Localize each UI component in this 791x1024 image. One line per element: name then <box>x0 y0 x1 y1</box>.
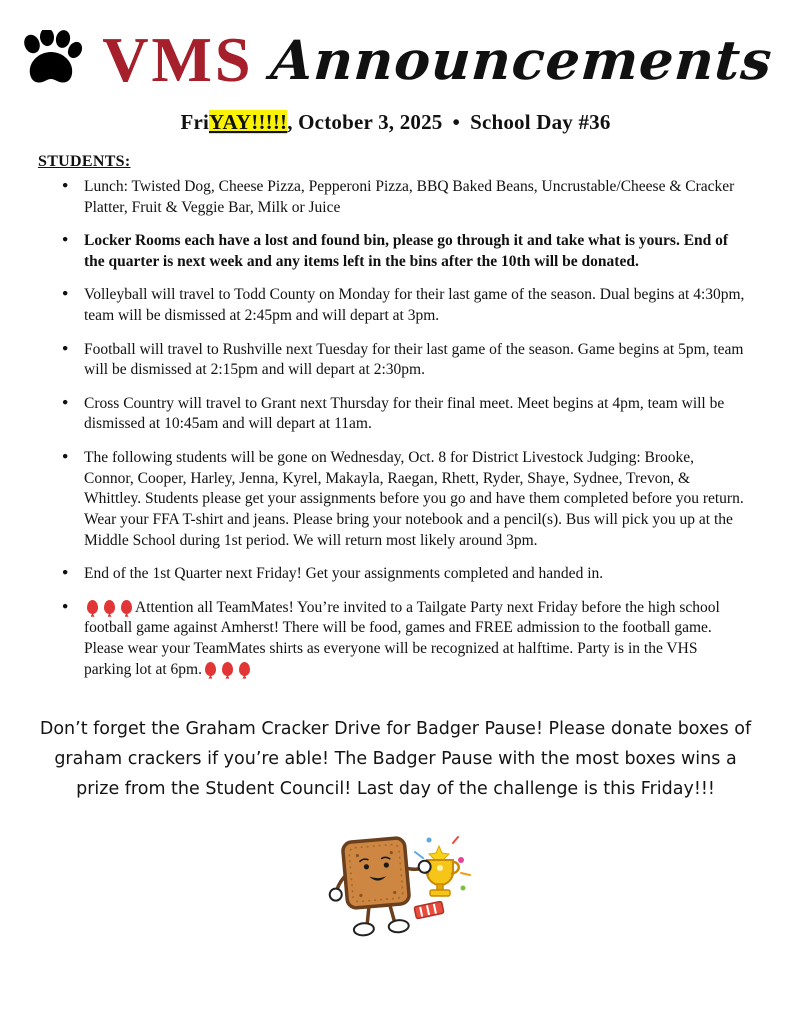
dateline-rest: , October 3, 2025 <box>287 110 443 134</box>
announcement-item <box>62 564 745 585</box>
ticket-icon <box>414 902 444 920</box>
announcement-text: Football will travel to Rushville next Tuesday for their last game of the season. Game begins at 5pm, team will be dismissed at 2:15pm and will depart at 2:30pm. <box>84 340 744 379</box>
paw-print-icon <box>18 30 84 90</box>
announcement-item <box>62 394 745 435</box>
balloon-icon <box>239 662 250 676</box>
announcement-text: Lunch: Twisted Dog, Cheese Pizza, Pepperoni Pizza, BBQ Baked Beans, Uncrustable/Cheese & Cracker Platter, Fruit & Veggie Bar, Milk or Juice <box>84 178 735 216</box>
page-title-script: Announcements <box>269 28 775 92</box>
balloon-icon <box>104 600 115 614</box>
graham-cracker-character <box>325 836 436 939</box>
announcement-item <box>62 231 745 272</box>
announcement-item <box>62 340 745 381</box>
page-header <box>0 14 791 100</box>
students-heading: STUDENTS: <box>38 153 131 170</box>
balloon-icon <box>222 662 233 676</box>
announcement-text: The following students will be gone on Wednesday, Oct. 8 for District Livestock Judging: Brooke, Connor, Cooper, Harley, Jenna, Kyrel, Makayla, Raegan, Rhett, Ryder, Shaye, Sydnee, Trevon, & Whittley. Students please get your assignments before you go and have them completed before you return. Wear your FFA T-shirt and jeans. Please bring your notebook and a pencil(s). Bus will pick you up at the Middle School during 1st period. We will return most likely around 3pm. <box>84 449 744 549</box>
announcement-item <box>62 285 745 326</box>
announcement-item <box>62 448 745 551</box>
balloon-icon <box>87 600 98 614</box>
announcement-text: End of the 1st Quarter next Friday! Get your assignments completed and handed in. <box>84 565 604 583</box>
announcement-text: Locker Rooms each have a lost and found bin, please go through it and take what is yours. End of the quarter is next week and any items left in the bins after the 10th will be donated. <box>84 232 729 270</box>
dateline-day-count: School Day #36 <box>470 110 611 134</box>
page-title-abbrev: VMS <box>102 24 254 95</box>
announcement-text: Cross Country will travel to Grant next Thursday for their final meet. Meet begins at 4pm, team will be dismissed at 10:45am and will depart at 11am. <box>84 394 725 433</box>
announcement-item <box>62 598 745 680</box>
announcement-item <box>62 177 745 218</box>
announcement-text: Attention all TeamMates! You’re invited to a Tailgate Party next Friday before the high school football game against Amherst! There will be food, games and FREE admission to the football game. Please wear your TeamMates shirts as everyone will be recognized at halftime. Party is in the VHS parking lot at 6pm. <box>84 598 720 678</box>
announcements-list <box>62 177 745 680</box>
graham-cracker-trophy-illustration <box>311 818 481 958</box>
dateline-highlight: YAY!!!!! <box>209 110 288 134</box>
graham-cracker-drive-note: Don’t forget the Graham Cracker Drive for Badger Pause! Please donate boxes of graham crackers if you’re able! The Badger Pause with the most boxes wins a prize from the Student Council! Last day of the challenge is this Friday!!! <box>39 719 752 800</box>
dateline-prefix: Fri <box>180 110 210 134</box>
balloon-icon <box>205 662 216 676</box>
dateline-separator: • <box>452 110 461 134</box>
balloon-icon <box>121 600 132 614</box>
illustration-container <box>0 818 791 958</box>
announcement-text: Volleyball will travel to Todd County on Monday for their last game of the season. Dual begins at 4:30pm, team will be dismissed at 2:45pm and will depart at 3pm. <box>84 286 745 325</box>
dateline <box>0 110 791 135</box>
